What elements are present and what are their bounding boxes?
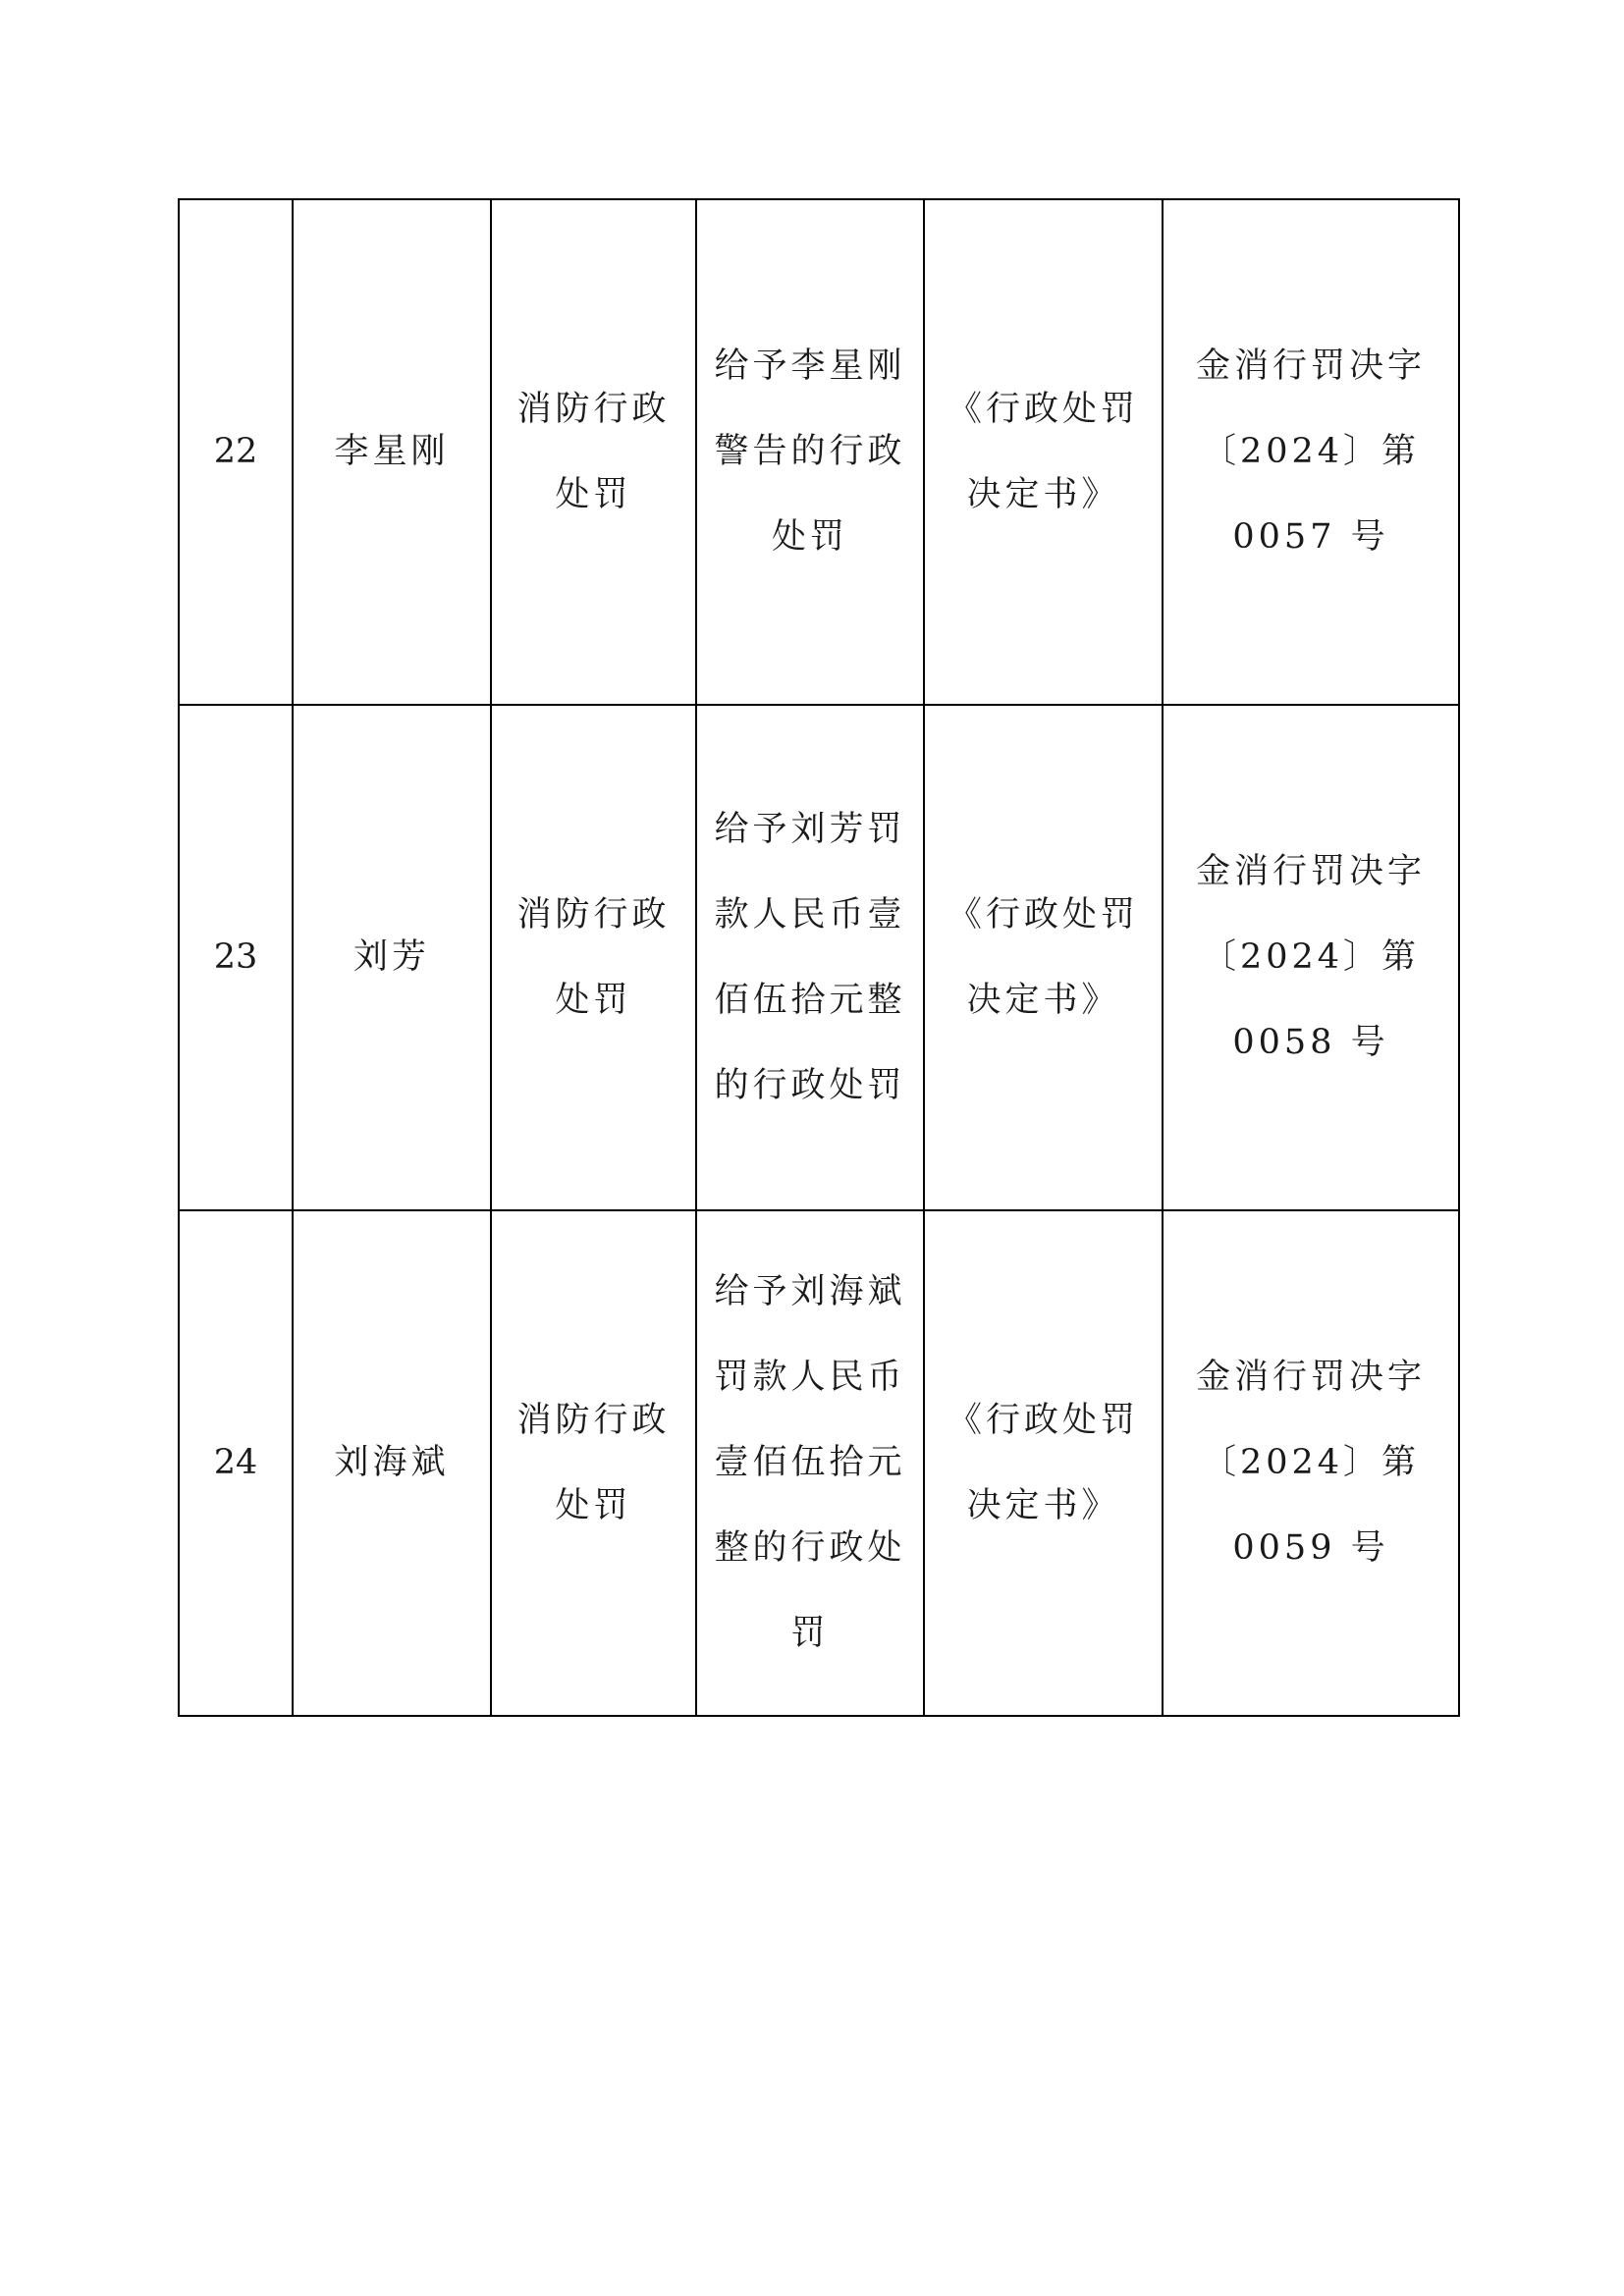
category-line: 消防行政 [516, 389, 671, 429]
decision-number-cell [1163, 199, 1459, 705]
row-index: 22 [213, 432, 258, 471]
content-line: 给予刘海斌 [714, 1272, 906, 1311]
decision-line: 金消行罚决字 [1195, 852, 1426, 891]
document-type-cell [924, 199, 1163, 705]
content-line: 的行政处罚 [714, 1065, 906, 1105]
content-line: 罚款人民币 [714, 1358, 906, 1397]
content-line: 佰伍拾元整 [714, 980, 906, 1020]
category-line: 处罚 [555, 980, 632, 1020]
document-line: 决定书》 [966, 980, 1120, 1020]
decision-line: 0059 号 [1232, 1528, 1389, 1568]
content-line: 整的行政处 [714, 1528, 906, 1568]
party-name: 刘海斌 [334, 1443, 450, 1482]
table-row [179, 1210, 1459, 1716]
decision-line: 0057 号 [1232, 517, 1389, 557]
decision-line: 金消行罚决字 [1195, 347, 1426, 386]
penalty-category-cell [491, 1210, 696, 1716]
category-line: 处罚 [555, 1485, 632, 1525]
document-line: 《行政处罚 [947, 1400, 1139, 1440]
decision-line: 〔2024〕第 [1201, 937, 1421, 977]
decision-line: 0058 号 [1232, 1023, 1389, 1062]
document-line: 决定书》 [966, 1485, 1120, 1525]
document-line: 《行政处罚 [947, 389, 1139, 429]
penalty-content-cell [696, 705, 924, 1210]
category-line: 消防行政 [516, 1400, 671, 1440]
content-line: 罚 [790, 1614, 830, 1653]
category-line: 消防行政 [516, 894, 671, 934]
penalty-category-cell [491, 705, 696, 1210]
penalty-content-cell [696, 1210, 924, 1716]
content-line: 给予李星刚 [714, 347, 906, 386]
decision-line: 金消行罚决字 [1195, 1358, 1426, 1397]
category-line: 处罚 [555, 474, 632, 514]
content-line: 款人民币壹 [714, 894, 906, 934]
penalty-content-cell [696, 199, 924, 705]
content-line: 警告的行政 [714, 432, 906, 471]
document-type-cell [924, 705, 1163, 1210]
party-name: 刘芳 [352, 937, 430, 977]
table-row [179, 705, 1459, 1210]
party-name: 李星刚 [334, 432, 450, 471]
decision-line: 〔2024〕第 [1201, 1443, 1421, 1482]
document-line: 《行政处罚 [947, 894, 1139, 934]
penalty-category-cell [491, 199, 696, 705]
row-index: 24 [213, 1443, 258, 1482]
decision-number-cell [1163, 705, 1459, 1210]
row-index-cell [179, 199, 293, 705]
row-index-cell [179, 705, 293, 1210]
party-name-cell [293, 199, 491, 705]
row-index-cell [179, 1210, 293, 1716]
content-line: 壹佰伍拾元 [714, 1443, 906, 1482]
document-type-cell [924, 1210, 1163, 1716]
decision-line: 〔2024〕第 [1201, 432, 1421, 471]
document-line: 决定书》 [966, 474, 1120, 514]
decision-number-cell [1163, 1210, 1459, 1716]
penalty-records-table [178, 198, 1460, 1717]
content-line: 给予刘芳罚 [714, 809, 906, 849]
table-row [179, 199, 1459, 705]
content-line: 处罚 [771, 517, 848, 557]
party-name-cell [293, 1210, 491, 1716]
party-name-cell [293, 705, 491, 1210]
row-index: 23 [213, 937, 258, 977]
